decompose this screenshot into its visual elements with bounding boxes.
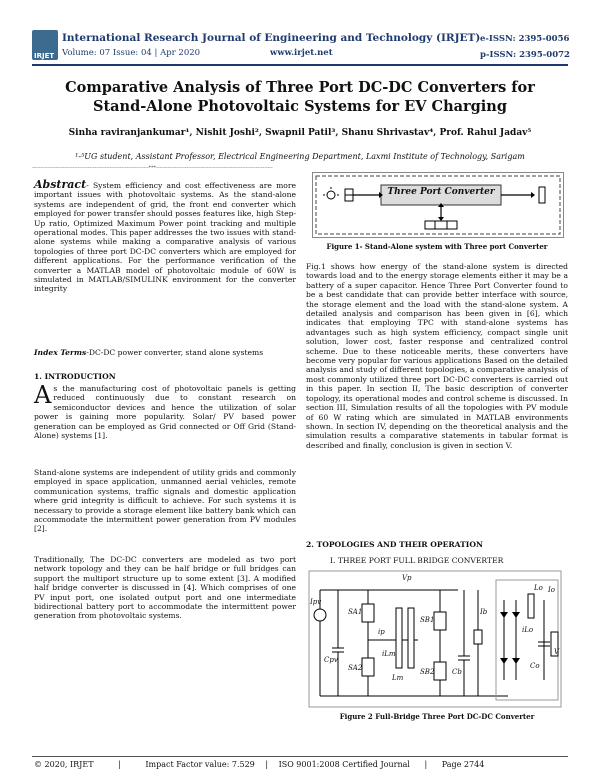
intro-paragraph-1 [34, 381, 296, 441]
journal-volume: Volume: 07 Issue: 04 | Apr 2020 [62, 48, 201, 58]
figure-2 [308, 570, 562, 708]
figure-2-label: Lo [534, 584, 543, 592]
footer-iso: ISO 9001:2008 Certified Journal [278, 760, 410, 769]
journal-name: International Research Journal of Engineering and Technology (IRJET) [62, 32, 481, 44]
header-divider [32, 64, 568, 66]
figure-2-label: ip [378, 628, 385, 636]
separator-line: ---------------------------------------------------------------------***--------------------------------------------------------------------- [32, 165, 273, 171]
e-issn: e-ISSN: 2395-0056 [480, 34, 570, 44]
figure-1 [312, 172, 564, 238]
subsection-heading: I. THREE PORT FULL BRIDGE CONVERTER [330, 556, 504, 565]
p-issn: p-ISSN: 2395-0072 [480, 50, 570, 60]
intro-paragraph-3: Traditionally, The DC-DC converters are modeled as two port network topology and they can be half bridge or full bridges can support the multiport structure up to some extent [3]. A modified half bridge converter is discussed in [4]. Which comprises of one PV input port, one isolated output port and one intermediate bidirectional battery port to accommodate the intermittent power generation from photovoltaic systems. [34, 555, 296, 621]
figure-2-label: Ipv [310, 598, 322, 606]
abstract-label: Abstract [34, 178, 87, 191]
footer-sep-3: | [424, 760, 428, 769]
footer-copyright: © 2020, IRJET [34, 760, 94, 769]
figure-2-label: Io [548, 586, 555, 594]
figure-2-label: Lm [392, 674, 404, 682]
figure-2-label: Ib [480, 608, 488, 616]
footer [34, 760, 566, 769]
footer-sep-1: | [118, 760, 121, 769]
index-terms-text: -DC-DC power converter, stand alone systems [86, 348, 264, 357]
paper-authors: Sinha raviranjankumar¹, Nishit Joshi², Swapnil Patil³, Shanu Shrivastav⁴, Prof. Rahul Jadav⁵ [68, 128, 532, 138]
footer-page: Page 2744 [441, 760, 485, 769]
footer-impact-factor: Impact Factor value: 7.529 [145, 760, 255, 769]
figure-2-label: Cb [452, 668, 462, 676]
figure-2-label: iLm [382, 650, 396, 658]
section-2-heading: 2. TOPOLOGIES AND THEIR OPERATION [306, 540, 483, 549]
paper-affiliation: ¹-⁵UG student, Assistant Professor, Electrical Engineering Department, Laxmi Institute of Technology, Sarigam [75, 152, 525, 161]
figure-2-label: SA1 [348, 608, 363, 616]
figure-2-circuit [308, 570, 562, 708]
figure-1-box-label: Three Port Converter [387, 187, 495, 197]
index-terms [34, 348, 296, 357]
index-terms-label: Index Terms [34, 348, 87, 357]
figure-2-label: Cpv [324, 656, 338, 664]
figure-2-label: Co [530, 662, 540, 670]
section-1-heading: 1. INTRODUCTION [34, 372, 116, 381]
figure-2-label: iLo [522, 626, 534, 634]
figure-1-caption: Figure 1- Stand-Alone system with Three port Converter [326, 242, 548, 251]
abstract-text: - System efficiency and cost effectiveness are more important issues with photovoltaic systems. As the stand-alone systems are independent of grid, the front end converter which employed for power transfer should posses features like, high Step-Up ratio, Optimized Maximum Power point tracking and multiple operational modes. This paper addresses the two issues with stand-alone systems while making a comparative analysis of various topologies of three port DC-DC converters which are employed for different applications. For the performance verification of the converter a MATLAB model of photovoltaic module of 60W is simulated in MATLAB/SIMULINK environment for the converter integrity [34, 181, 296, 294]
figure-2-caption: Figure 2 Full-Bridge Three Port DC-DC Converter [339, 712, 535, 721]
journal-website-link[interactable]: www.irjet.net [270, 48, 333, 58]
footer-sep-2: | [265, 760, 269, 769]
intro-p1-text: s the manufacturing cost of photovoltaic panels is getting reduced continuously due to constant research on semiconductor devices and hence the utilization of solar power is gaining more popularity. Solar/ PV based power generation can be employed as Grid connected or Off Grid (Stand-Alone) systems [1]. [34, 384, 296, 441]
abstract-block [34, 180, 296, 294]
figure-2-label: SA2 [348, 664, 363, 672]
journal-logo-text: IRJET [34, 52, 55, 60]
paper-title: Comparative Analysis of Three Port DC-DC Converters for Stand-Alone Photovoltaic Systems for EV Charging [65, 79, 535, 115]
figure-2-label: SB1 [420, 616, 435, 624]
figure-2-label: Vp [402, 574, 412, 582]
intro-paragraph-2: Stand-alone systems are independent of utility grids and commonly employed in space application, unmanned aerial vehicles, remote communication systems, traffic signals and domestic application where grid integrity is difficult to achieve. For such systems it is necessary to provide a storage element like battery bank which can accommodate the intermittent power generation from PV modules [2]. [34, 468, 296, 534]
drop-cap: A [34, 381, 52, 409]
figure-2-label: V [554, 648, 560, 656]
right-paragraph-1: Fig.1 shows how energy of the stand-alone system is directed towards load and to the energy storage elements either it may be a battery of a super capacitor. Hence Three Port Converter found to be a best candidate that can provide better interface with source, the storage element and the load with the stand-alone system. A detailed analysis and comparison has been given in [6], which indicates that employing TPC with stand-alone systems has advantages such as high system efficiency, compact single unit solution, lower cost, faster response and centralized control scheme. Due to these noticeable merits, these converters have become very popular for various applications Based on the detailed analysis and study of different topologies, a comparative analysis of most commonly utilized three port DC-DC converters is carried out in this paper. In section II, The basic description of converter topology, its operational modes and control scheme is discussed. In section III, Simulation results of all the topologies with PV module of 60 W rating which are simulated in MATLAB environments shown. In section IV, depending on the theoretical analysis and the simulation results a comparative statements in tabular format is described and finally, conclusion is given in section V. [306, 262, 568, 450]
figure-1-diagram [313, 173, 563, 237]
footer-divider [32, 756, 568, 757]
figure-2-label: SB2 [420, 668, 435, 676]
